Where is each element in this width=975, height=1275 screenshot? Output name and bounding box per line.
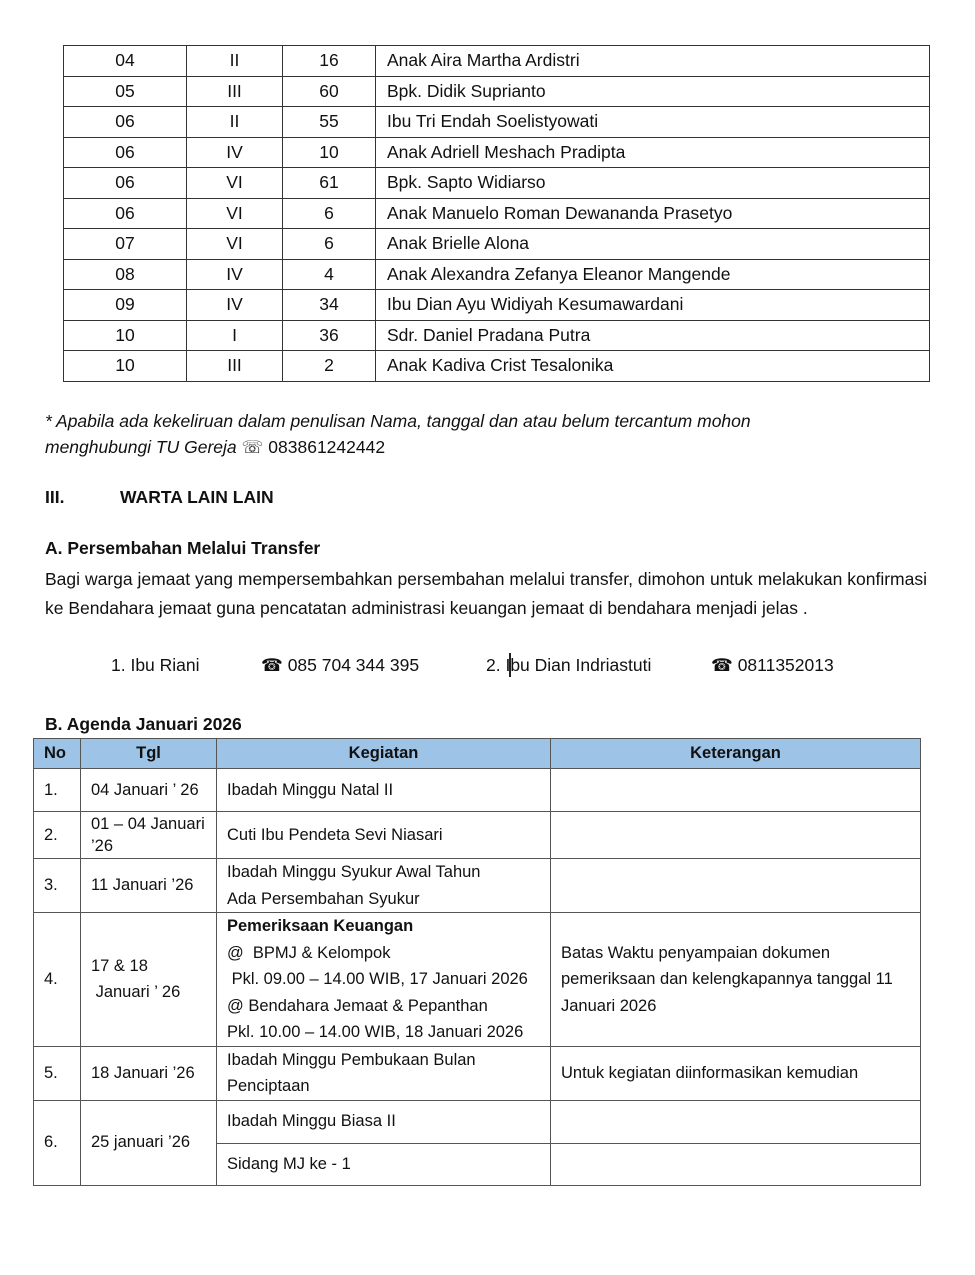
- table-row: [34, 913, 921, 1047]
- agenda-note: [551, 812, 921, 859]
- agenda-date: 18 Januari ’26: [81, 1046, 217, 1100]
- agenda-no: 2.: [34, 812, 81, 859]
- contact-1-name: 1. Ibu Riani: [111, 655, 200, 675]
- agenda-date: 25 januari ’26: [81, 1100, 217, 1185]
- agenda-date: 11 Januari ’26: [81, 859, 217, 913]
- day-cell: 04: [64, 46, 187, 77]
- table-row: [64, 107, 930, 138]
- agenda-activity: Ibadah Minggu Natal II: [217, 769, 551, 812]
- agenda-activity: Ibadah Minggu Biasa II: [217, 1100, 551, 1143]
- agenda-activity-title: Pemeriksaan Keuangan: [227, 917, 414, 935]
- transfer-paragraph: Bagi warga jemaat yang mempersembahkan persembahan melalui transfer, dimohon untuk melakukan konfirmasi ke Bendahara jemaat guna pencatatan administrasi keuangan jemaat di bendahara menjadi jelas .: [45, 569, 927, 618]
- column-header-kegiatan: Kegiatan: [217, 739, 551, 769]
- agenda-note: Untuk kegiatan diinformasikan kemudian: [551, 1046, 921, 1100]
- table-row: [64, 46, 930, 77]
- table-row: [64, 229, 930, 260]
- tu-phone-number: 083861242442: [268, 437, 386, 457]
- table-row: [64, 320, 930, 351]
- group-cell: VI: [187, 229, 283, 260]
- agenda-note: [551, 1143, 921, 1185]
- group-cell: II: [187, 46, 283, 77]
- agenda-no: 1.: [34, 769, 81, 812]
- birthday-table-body: [64, 46, 930, 382]
- table-row: [64, 351, 930, 382]
- name-cell: Anak Adriell Meshach Pradipta: [376, 137, 930, 168]
- agenda-activity: Sidang MJ ke - 1: [217, 1143, 551, 1185]
- agenda-note: [551, 1100, 921, 1143]
- agenda-date-line: 17 & 18: [91, 956, 148, 975]
- age-cell: 60: [283, 76, 376, 107]
- day-cell: 06: [64, 137, 187, 168]
- section-heading-warta: [45, 487, 274, 508]
- age-cell: 34: [283, 290, 376, 321]
- day-cell: 08: [64, 259, 187, 290]
- subsection-heading-agenda: B. Agenda Januari 2026: [45, 714, 242, 734]
- agenda-header-row: [34, 739, 921, 769]
- contact-1-phone-number: 085 704 344 395: [287, 655, 420, 675]
- age-cell: 10: [283, 137, 376, 168]
- agenda-note: [551, 859, 921, 913]
- phone-icon: ☎: [711, 655, 733, 675]
- table-row: [64, 76, 930, 107]
- treasurer-contacts: [45, 655, 925, 681]
- agenda-date: [81, 913, 217, 1047]
- table-row: [34, 1100, 921, 1143]
- phone-icon: ☏: [241, 437, 264, 457]
- agenda-note: [551, 769, 921, 812]
- age-cell: 6: [283, 198, 376, 229]
- name-cell: Bpk. Didik Suprianto: [376, 76, 930, 107]
- agenda-date-line: Januari ’ 26: [91, 983, 181, 1002]
- birthday-table: [63, 45, 930, 382]
- column-header-no: No: [34, 739, 81, 769]
- table-row: [64, 198, 930, 229]
- name-cell: Anak Manuelo Roman Dewananda Prasetyo: [376, 198, 930, 229]
- agenda-date: 01 – 04 Januari ’26: [81, 812, 217, 859]
- name-cell: Anak Alexandra Zefanya Eleanor Mangende: [376, 259, 930, 290]
- contact-2-name: 2. Ibu Dian Indriastuti: [486, 655, 652, 675]
- group-cell: IV: [187, 259, 283, 290]
- table-row: [34, 769, 921, 812]
- group-cell: III: [187, 351, 283, 382]
- day-cell: 09: [64, 290, 187, 321]
- table-row: [34, 812, 921, 859]
- contact-2-phone-number: 0811352013: [737, 655, 834, 675]
- agenda-activity: [217, 859, 551, 913]
- age-cell: 61: [283, 168, 376, 199]
- group-cell: I: [187, 320, 283, 351]
- phone-icon: ☎: [261, 655, 283, 675]
- agenda-no: 6.: [34, 1100, 81, 1185]
- agenda-activity: Cuti Ibu Pendeta Sevi Niasari: [217, 812, 551, 859]
- group-cell: VI: [187, 198, 283, 229]
- agenda-activity-line: Pkl. 10.00 – 14.00 WIB, 18 Januari 2026: [227, 1023, 524, 1041]
- note-line-2-text: menghubungi TU Gereja: [45, 437, 237, 457]
- agenda-activity-line: Pkl. 09.00 – 14.00 WIB, 17 Januari 2026: [227, 970, 528, 988]
- section-number: III.: [45, 487, 65, 507]
- agenda-note: Batas Waktu penyampaian dokumen pemeriksaan dan kelengkapannya tanggal 11 Januari 2026: [551, 913, 921, 1047]
- day-cell: 10: [64, 320, 187, 351]
- age-cell: 36: [283, 320, 376, 351]
- note-line-1: * Apabila ada kekeliruan dalam penulisan Nama, tanggal dan atau belum tercantum mohon: [45, 411, 751, 431]
- age-cell: 4: [283, 259, 376, 290]
- agenda-activity: [217, 1046, 551, 1100]
- agenda-activity-line: Penciptaan: [227, 1077, 310, 1095]
- day-cell: 07: [64, 229, 187, 260]
- age-cell: 6: [283, 229, 376, 260]
- group-cell: II: [187, 107, 283, 138]
- name-cell: Bpk. Sapto Widiarso: [376, 168, 930, 199]
- name-cell: Sdr. Daniel Pradana Putra: [376, 320, 930, 351]
- contact-2-phone: [711, 655, 834, 676]
- table-row: [64, 137, 930, 168]
- table-row: [34, 1046, 921, 1100]
- agenda-activity: [217, 913, 551, 1047]
- day-cell: 06: [64, 168, 187, 199]
- name-cell: Ibu Dian Ayu Widiyah Kesumawardani: [376, 290, 930, 321]
- agenda-date: 04 Januari ’ 26: [81, 769, 217, 812]
- column-header-keterangan: Keterangan: [551, 739, 921, 769]
- agenda-activity-line: Ibadah Minggu Pembukaan Bulan: [227, 1050, 476, 1069]
- day-cell: 10: [64, 351, 187, 382]
- agenda-no: 3.: [34, 859, 81, 913]
- subsection-heading-transfer: A. Persembahan Melalui Transfer: [45, 538, 321, 558]
- day-cell: 05: [64, 76, 187, 107]
- note-line-2: [45, 434, 935, 460]
- day-cell: 06: [64, 198, 187, 229]
- group-cell: IV: [187, 137, 283, 168]
- name-cell: Anak Aira Martha Ardistri: [376, 46, 930, 77]
- group-cell: VI: [187, 168, 283, 199]
- name-cell: Anak Kadiva Crist Tesalonika: [376, 351, 930, 382]
- section-title: WARTA LAIN LAIN: [120, 487, 274, 507]
- agenda-no: 5.: [34, 1046, 81, 1100]
- agenda-table: [33, 738, 921, 1186]
- agenda-no: 4.: [34, 913, 81, 1047]
- contact-1-phone: [261, 655, 419, 676]
- table-row: [64, 259, 930, 290]
- age-cell: 2: [283, 351, 376, 382]
- age-cell: 16: [283, 46, 376, 77]
- correction-note: [45, 408, 935, 460]
- name-cell: Ibu Tri Endah Soelistyowati: [376, 107, 930, 138]
- day-cell: 06: [64, 107, 187, 138]
- age-cell: 55: [283, 107, 376, 138]
- group-cell: IV: [187, 290, 283, 321]
- group-cell: III: [187, 76, 283, 107]
- agenda-activity-line: @ Bendahara Jemaat & Pepanthan: [227, 996, 488, 1015]
- agenda-activity-line: Ada Persembahan Syukur: [227, 889, 420, 908]
- table-row: [34, 859, 921, 913]
- agenda-activity-line: Ibadah Minggu Syukur Awal Tahun: [227, 863, 481, 881]
- name-cell: Anak Brielle Alona: [376, 229, 930, 260]
- table-row: [64, 290, 930, 321]
- table-row: [64, 168, 930, 199]
- agenda-activity-line: @ BPMJ & Kelompok: [227, 943, 391, 962]
- column-header-tgl: Tgl: [81, 739, 217, 769]
